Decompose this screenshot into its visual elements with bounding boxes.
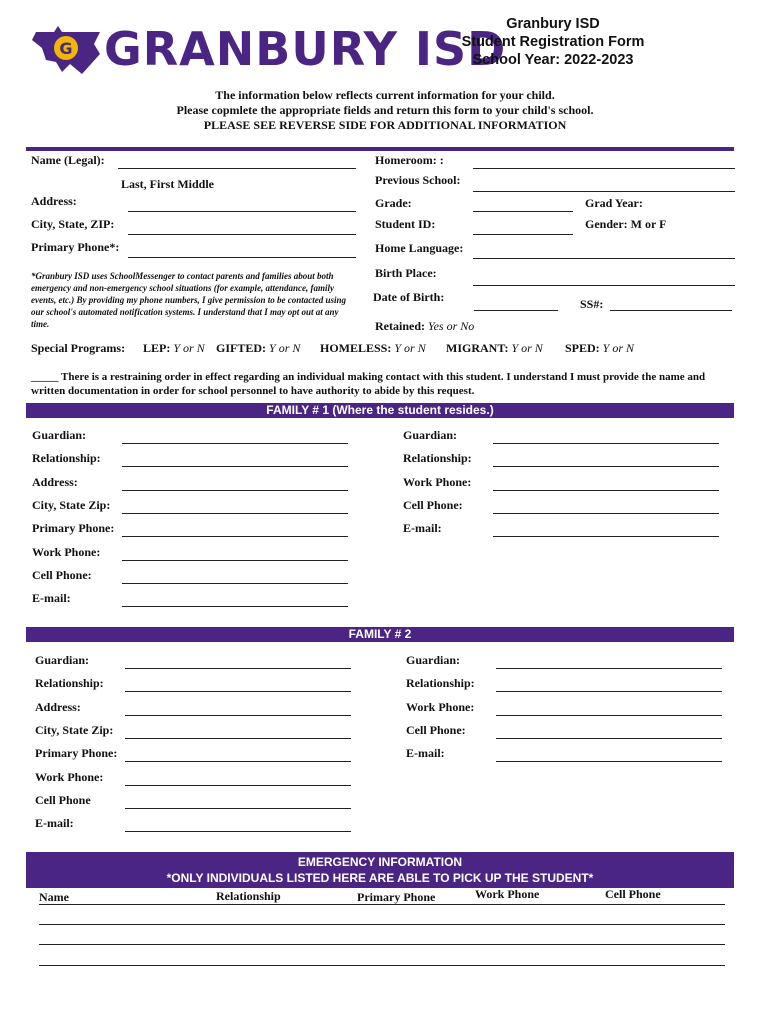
field-label: E-mail:: [406, 746, 445, 761]
intro-line-1: The information below reflects current information for your child.: [215, 88, 555, 102]
family1-header: FAMILY # 1 (Where the student resides.): [26, 403, 734, 418]
field-input-line[interactable]: [125, 808, 351, 809]
field-input-line[interactable]: [493, 490, 719, 491]
ss-label: SS#:: [580, 297, 604, 311]
field-label: Work Phone:: [35, 769, 104, 784]
field-label: Work Phone:: [32, 544, 101, 559]
field-input-line[interactable]: [125, 691, 351, 692]
retained-options[interactable]: Yes or No: [428, 319, 475, 333]
migrant-yn[interactable]: Y or N: [511, 341, 543, 355]
emergency-row-line[interactable]: [39, 924, 725, 925]
ss-field[interactable]: [610, 310, 732, 311]
school-year: School Year: 2022-2023: [472, 52, 634, 68]
gifted-yn[interactable]: Y or N: [269, 341, 301, 355]
field-input-line[interactable]: [493, 513, 719, 514]
homeroom-label: Homeroom: :: [375, 153, 444, 167]
field-label: Cell Phone:: [32, 567, 92, 582]
family2-header: FAMILY # 2: [26, 627, 734, 642]
gifted-option[interactable]: [216, 341, 300, 356]
field-input-line[interactable]: [125, 715, 351, 716]
emergency-subtitle: *ONLY INDIVIDUALS LISTED HERE ARE ABLE TO PICK UP THE STUDENT*: [166, 871, 594, 885]
sped-label: SPED:: [565, 341, 600, 355]
restraining-order-line-2: written documentation in order for school personnel to have authority to abide by this request.: [31, 385, 475, 397]
field-input-line[interactable]: [493, 443, 719, 444]
prev-school-field[interactable]: [473, 191, 735, 192]
name-hint: Last, First Middle: [121, 177, 214, 191]
lep-option[interactable]: [143, 341, 205, 356]
field-label: Relationship:: [403, 451, 472, 466]
homeroom-field[interactable]: [473, 168, 735, 169]
dob-label: Date of Birth:: [373, 290, 445, 304]
grade-field[interactable]: [473, 211, 573, 212]
field-label: Primary Phone:: [35, 746, 118, 761]
language-label: Home Language:: [375, 241, 464, 255]
intro-line-3: PLEASE SEE REVERSE SIDE FOR ADDITIONAL INFORMATION: [203, 118, 567, 132]
name-label: Name (Legal):: [31, 153, 105, 167]
birth-place-field[interactable]: [473, 285, 735, 286]
district-name: Granbury ISD: [506, 16, 600, 32]
field-input-line[interactable]: [122, 443, 348, 444]
migrant-option[interactable]: [446, 341, 543, 356]
texas-g-emblem-icon: [32, 26, 100, 76]
migrant-label: MIGRANT:: [446, 341, 509, 355]
field-input-line[interactable]: [493, 466, 719, 467]
schoolmessenger-note: *Granbury ISD uses SchoolMessenger to contact parents and families about both emergency and non-emergency school situations (for example, attendance, family events, etc.) By providing my phone numbers, I give permission to be contacted using our school's automated notification systems. I understand that I may opt out at any time.: [31, 271, 346, 329]
field-label: E-mail:: [35, 816, 74, 831]
phone-field[interactable]: [128, 257, 356, 258]
field-label: Primary Phone:: [32, 521, 115, 536]
city-label: City, State, ZIP:: [31, 217, 115, 231]
intro-line-2: Please copmlete the appropriate fields and return this form to your child's school.: [176, 103, 594, 117]
field-label: Address:: [32, 474, 78, 489]
field-label: Relationship:: [35, 676, 104, 691]
emergency-col-work-phone: Work Phone: [475, 887, 540, 901]
field-label: Cell Phone:: [406, 722, 466, 737]
field-input-line[interactable]: [122, 490, 348, 491]
field-label: Cell Phone: [35, 792, 91, 807]
homeless-option[interactable]: [320, 341, 426, 356]
field-label: Address:: [35, 699, 81, 714]
emergency-col-cell-phone: Cell Phone: [605, 887, 661, 901]
field-label: Guardian:: [35, 653, 90, 667]
field-label: City, State Zip:: [32, 497, 111, 512]
field-input-line[interactable]: [125, 668, 351, 669]
phone-label: Primary Phone*:: [31, 240, 120, 254]
field-label: Guardian:: [403, 428, 458, 442]
field-input-line[interactable]: [496, 715, 722, 716]
field-input-line[interactable]: [496, 668, 722, 669]
form-title: Student Registration Form: [461, 34, 645, 50]
field-label: E-mail:: [403, 521, 442, 536]
field-input-line[interactable]: [122, 606, 348, 607]
emergency-row-line[interactable]: [39, 944, 725, 945]
address-label: Address:: [31, 194, 77, 208]
field-label: Guardian:: [32, 428, 87, 442]
field-input-line[interactable]: [122, 560, 348, 561]
student-id-field[interactable]: [473, 234, 573, 235]
homeless-label: HOMELESS:: [320, 341, 392, 355]
emergency-col-primary-phone: Primary Phone: [357, 890, 436, 904]
field-label: Work Phone:: [406, 699, 475, 714]
gifted-label: GIFTED:: [216, 341, 267, 355]
birth-place-label: Birth Place:: [375, 266, 437, 280]
field-label: Cell Phone:: [403, 497, 463, 512]
field-label: City, State Zip:: [35, 722, 114, 737]
lep-label: LEP:: [143, 341, 171, 355]
section-divider: [26, 147, 734, 151]
emblem-letter: G: [59, 39, 73, 58]
sped-option[interactable]: [565, 341, 634, 356]
field-input-line[interactable]: [496, 761, 722, 762]
restraining-order-line-1: _____ There is a restraining order in effect regarding an individual making contact with this student. I understand I must provide the name and: [31, 371, 706, 383]
dob-field[interactable]: [474, 310, 558, 311]
grade-label: Grade:: [375, 196, 412, 210]
emergency-row-line[interactable]: [39, 965, 725, 966]
logo-wordmark: GRANBURY ISD: [104, 22, 507, 76]
field-label: Work Phone:: [403, 474, 472, 489]
field-input-line[interactable]: [122, 536, 348, 537]
field-label: Guardian:: [406, 653, 461, 667]
field-input-line[interactable]: [122, 583, 348, 584]
field-input-line[interactable]: [125, 761, 351, 762]
retained-label: Retained:: [375, 319, 425, 333]
prev-school-label: Previous School:: [375, 173, 461, 187]
field-input-line[interactable]: [125, 831, 351, 832]
field-input-line[interactable]: [496, 691, 722, 692]
form-header: [438, 15, 668, 69]
field-input-line[interactable]: [125, 785, 351, 786]
field-input-line[interactable]: [122, 513, 348, 514]
special-programs-label: Special Programs:: [31, 341, 126, 355]
emergency-col-relationship: Relationship: [216, 889, 281, 903]
field-label: Relationship:: [32, 451, 101, 466]
language-field[interactable]: [473, 258, 735, 259]
student-id-label: Student ID:: [375, 217, 436, 231]
name-field[interactable]: [118, 168, 356, 169]
grad-year-label: Grad Year:: [585, 196, 643, 210]
emergency-col-name: Name: [39, 890, 69, 904]
field-input-line[interactable]: [125, 738, 351, 739]
emergency-header: [26, 852, 734, 888]
city-field[interactable]: [128, 234, 356, 235]
field-label: Relationship:: [406, 676, 475, 691]
emergency-title: EMERGENCY INFORMATION: [297, 855, 463, 869]
field-label: E-mail:: [32, 591, 71, 606]
gender-label[interactable]: Gender: M or F: [585, 217, 667, 231]
address-field[interactable]: [128, 211, 356, 212]
lep-yn[interactable]: Y or N: [173, 341, 205, 355]
homeless-yn[interactable]: Y or N: [394, 341, 426, 355]
retained-row[interactable]: [375, 319, 474, 334]
field-input-line[interactable]: [493, 536, 719, 537]
field-input-line[interactable]: [496, 738, 722, 739]
sped-yn[interactable]: Y or N: [602, 341, 635, 355]
field-input-line[interactable]: [122, 466, 348, 467]
emergency-row-line[interactable]: [39, 904, 725, 905]
